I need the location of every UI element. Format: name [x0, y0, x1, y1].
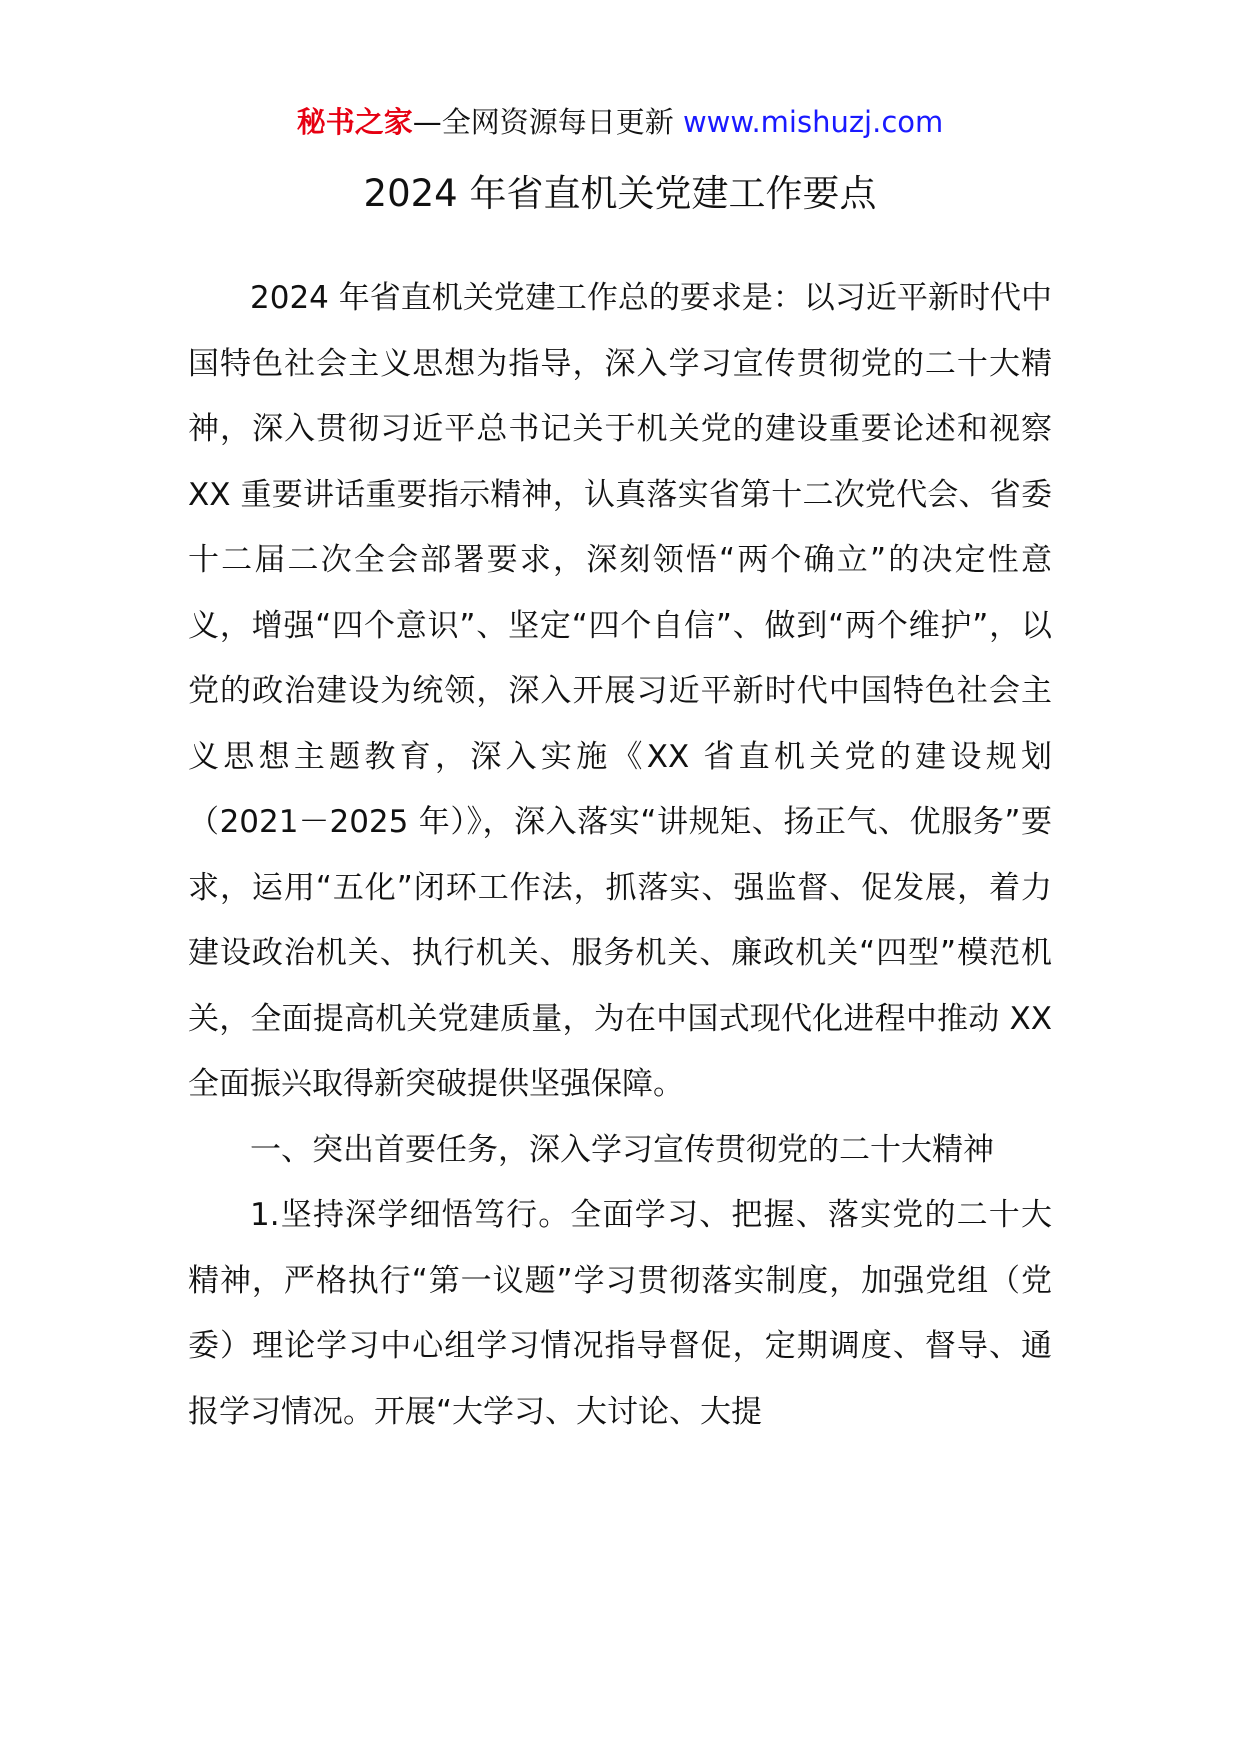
section-heading-1: 一、突出首要任务，深入学习宣传贯彻党的二十大精神 — [250, 1131, 994, 1168]
item-paragraph-1: 1.坚持深学细悟笃行。全面学习、把握、落实党的二十大精神，严格执行“第一议题”学习贯彻落实制度，加强党组（党委）理论学习中心组学习情况指导督促，定期调度、督导、通报学习情况。开展“大学习、大讨论、大提 — [188, 1197, 1052, 1430]
intro-paragraph: 2024 年省直机关党建工作总的要求是：以习近平新时代中国特色社会主义思想为指导，深入学习宣传贯彻党的二十大精神，深入贯彻习近平总书记关于机关党的建设重要论述和视察 XX 重要讲话重要指示精神，认真落实省第十二次党代会、省委十二届二次全会部署要求，深刻领悟“两个确立”的决定性意义，增强“四个意识”、坚定“四个自信”、做到“两个维护”，以党的政治建设为统领，深入开展习近平新时代中国特色社会主义思想主题教育，深入实施《XX 省直机关党的建设规划（2021－2025 年）》，深入落实“讲规矩、扬正气、优服务”要求，运用“五化”闭环工作法，抓落实、强监督、促发展，着力建设政治机关、执行机关、服务机关、廉政机关“四型”模范机关，全面提高机关党建质量，为在中国式现代化进程中推动 XX 全面振兴取得新突破提供坚强保障。 — [188, 280, 1052, 1102]
brand-name: 秘书之家 — [296, 105, 413, 139]
header-tagline: —全网资源每日更新 — [412, 105, 674, 139]
watermark-header — [0, 102, 1240, 142]
document-body — [188, 266, 1052, 1445]
document-title: 2024 年省直机关党建工作要点 — [363, 172, 877, 215]
site-url-link[interactable]: www.mishuzj.com — [682, 105, 944, 139]
